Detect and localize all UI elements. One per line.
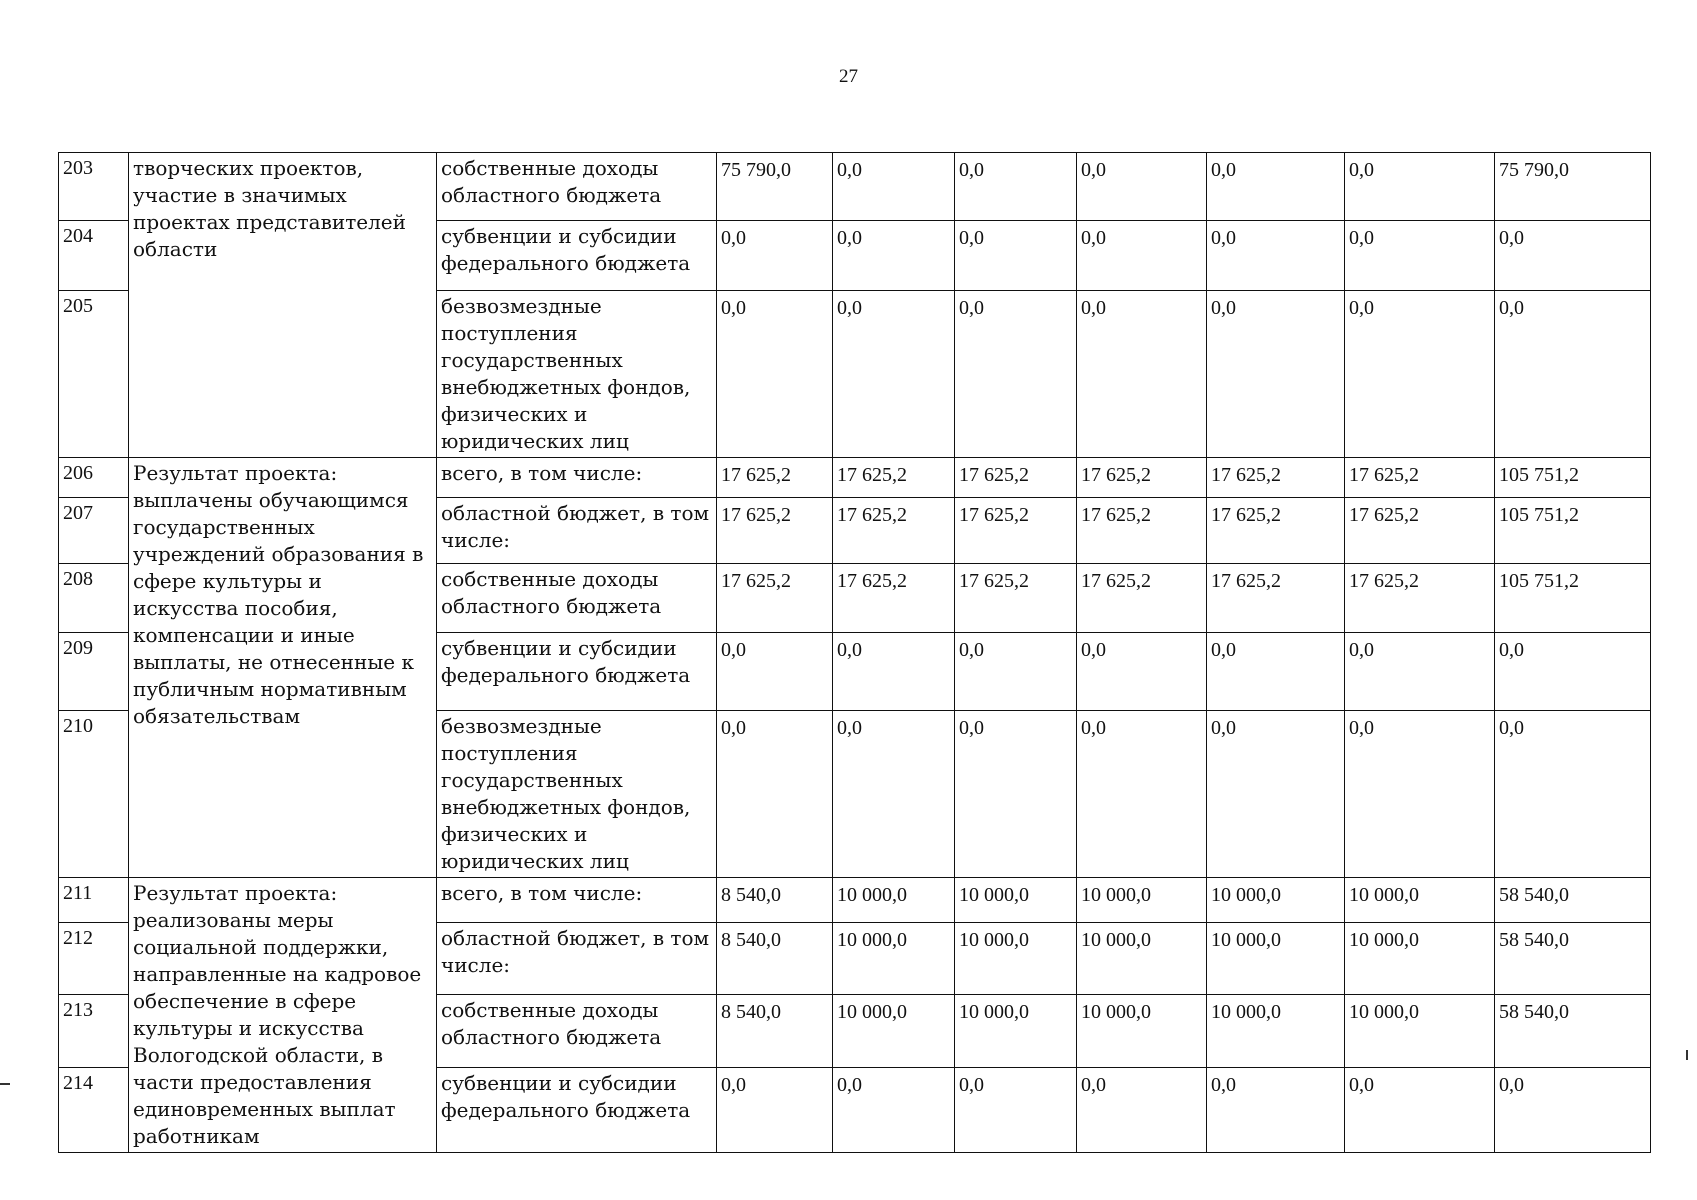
total-value: 105 751,2 <box>1495 564 1651 633</box>
year-value: 17 625,2 <box>717 498 833 564</box>
year-value: 0,0 <box>955 291 1077 458</box>
page-number: 27 <box>839 66 858 87</box>
year-value: 17 625,2 <box>955 458 1077 498</box>
table-row <box>59 153 1651 221</box>
table-body <box>59 153 1651 1153</box>
year-value: 0,0 <box>1077 221 1207 291</box>
year-value: 10 000,0 <box>1077 878 1207 923</box>
row-number: 213 <box>59 995 129 1067</box>
funding-source: субвенции и субсидии федерального бюджета <box>437 221 717 291</box>
stray-mark-left <box>0 1083 10 1085</box>
year-value: 10 000,0 <box>1345 878 1495 923</box>
year-value: 0,0 <box>1077 711 1207 878</box>
row-number: 209 <box>59 633 129 711</box>
year-value: 0,0 <box>833 711 955 878</box>
row-number: 210 <box>59 711 129 878</box>
year-value: 0,0 <box>833 1067 955 1152</box>
year-value: 0,0 <box>1207 1067 1345 1152</box>
year-value: 0,0 <box>833 291 955 458</box>
result-description: творческих проектов, участие в значимых проектах представителей области <box>129 153 437 458</box>
year-value: 10 000,0 <box>1207 922 1345 994</box>
row-number: 212 <box>59 922 129 994</box>
year-value: 0,0 <box>833 221 955 291</box>
year-value: 0,0 <box>1077 633 1207 711</box>
year-value: 0,0 <box>1345 1067 1495 1152</box>
year-value: 0,0 <box>833 153 955 221</box>
total-value: 58 540,0 <box>1495 878 1651 923</box>
funding-source: всего, в том числе: <box>437 878 717 923</box>
year-value: 0,0 <box>955 633 1077 711</box>
funding-source: всего, в том числе: <box>437 458 717 498</box>
year-value: 0,0 <box>717 291 833 458</box>
year-value: 17 625,2 <box>1077 498 1207 564</box>
year-value: 0,0 <box>1207 633 1345 711</box>
year-value: 10 000,0 <box>833 878 955 923</box>
total-value: 58 540,0 <box>1495 995 1651 1067</box>
year-value: 8 540,0 <box>717 922 833 994</box>
year-value: 8 540,0 <box>717 878 833 923</box>
year-value: 0,0 <box>1345 291 1495 458</box>
year-value: 17 625,2 <box>955 564 1077 633</box>
budget-table <box>58 152 1651 1153</box>
year-value: 0,0 <box>717 711 833 878</box>
year-value: 10 000,0 <box>1345 922 1495 994</box>
year-value: 10 000,0 <box>1207 878 1345 923</box>
year-value: 17 625,2 <box>955 498 1077 564</box>
funding-source: собственные доходы областного бюджета <box>437 153 717 221</box>
year-value: 17 625,2 <box>1077 564 1207 633</box>
year-value: 0,0 <box>1077 291 1207 458</box>
year-value: 10 000,0 <box>833 922 955 994</box>
year-value: 0,0 <box>955 153 1077 221</box>
year-value: 0,0 <box>1207 291 1345 458</box>
year-value: 10 000,0 <box>955 878 1077 923</box>
year-value: 17 625,2 <box>1345 498 1495 564</box>
year-value: 0,0 <box>717 633 833 711</box>
row-number: 204 <box>59 221 129 291</box>
year-value: 17 625,2 <box>717 564 833 633</box>
year-value: 0,0 <box>1077 153 1207 221</box>
year-value: 17 625,2 <box>833 458 955 498</box>
total-value: 0,0 <box>1495 221 1651 291</box>
funding-source: безвозмездные поступления государственных внебюджетных фондов, физических и юридических лиц <box>437 711 717 878</box>
year-value: 10 000,0 <box>1345 995 1495 1067</box>
year-value: 17 625,2 <box>833 564 955 633</box>
year-value: 0,0 <box>1345 711 1495 878</box>
funding-source: областной бюджет, в том числе: <box>437 922 717 994</box>
row-number: 205 <box>59 291 129 458</box>
year-value: 0,0 <box>955 221 1077 291</box>
year-value: 17 625,2 <box>1207 458 1345 498</box>
year-value: 0,0 <box>1345 153 1495 221</box>
stray-mark-right <box>1686 1050 1688 1060</box>
table-row <box>59 878 1651 923</box>
total-value: 105 751,2 <box>1495 498 1651 564</box>
year-value: 0,0 <box>1207 221 1345 291</box>
year-value: 10 000,0 <box>1077 995 1207 1067</box>
funding-source: безвозмездные поступления государственных внебюджетных фондов, физических и юридических лиц <box>437 291 717 458</box>
year-value: 0,0 <box>955 711 1077 878</box>
funding-source: собственные доходы областного бюджета <box>437 564 717 633</box>
row-number: 206 <box>59 458 129 498</box>
year-value: 17 625,2 <box>833 498 955 564</box>
year-value: 0,0 <box>955 1067 1077 1152</box>
year-value: 0,0 <box>1345 221 1495 291</box>
funding-source: субвенции и субсидии федерального бюджета <box>437 1067 717 1152</box>
year-value: 17 625,2 <box>717 458 833 498</box>
funding-source: субвенции и субсидии федерального бюджета <box>437 633 717 711</box>
year-value: 10 000,0 <box>1207 995 1345 1067</box>
year-value: 10 000,0 <box>1077 922 1207 994</box>
result-description: Результат проекта: реализованы меры социальной поддержки, направленные на кадровое обеспечение в сфере культуры и искусства Вологодской области, в части предоставления единовременных выплат работникам <box>129 878 437 1153</box>
row-number: 208 <box>59 564 129 633</box>
row-number: 211 <box>59 878 129 923</box>
table-row <box>59 458 1651 498</box>
total-value: 75 790,0 <box>1495 153 1651 221</box>
result-description: Результат проекта: выплачены обучающимся государственных учреждений образования в сфере культуры и искусства пособия, компенсации и иные выплаты, не отнесенные к публичным нормативным обязательствам <box>129 458 437 878</box>
row-number: 214 <box>59 1067 129 1152</box>
year-value: 0,0 <box>717 221 833 291</box>
total-value: 0,0 <box>1495 1067 1651 1152</box>
year-value: 10 000,0 <box>833 995 955 1067</box>
year-value: 17 625,2 <box>1207 498 1345 564</box>
total-value: 0,0 <box>1495 291 1651 458</box>
year-value: 0,0 <box>1207 153 1345 221</box>
total-value: 105 751,2 <box>1495 458 1651 498</box>
row-number: 203 <box>59 153 129 221</box>
funding-source: собственные доходы областного бюджета <box>437 995 717 1067</box>
row-number: 207 <box>59 498 129 564</box>
year-value: 17 625,2 <box>1077 458 1207 498</box>
total-value: 0,0 <box>1495 633 1651 711</box>
total-value: 58 540,0 <box>1495 922 1651 994</box>
year-value: 0,0 <box>1345 633 1495 711</box>
total-value: 0,0 <box>1495 711 1651 878</box>
year-value: 0,0 <box>1077 1067 1207 1152</box>
year-value: 17 625,2 <box>1207 564 1345 633</box>
year-value: 75 790,0 <box>717 153 833 221</box>
year-value: 17 625,2 <box>1345 564 1495 633</box>
year-value: 10 000,0 <box>955 922 1077 994</box>
year-value: 0,0 <box>717 1067 833 1152</box>
year-value: 8 540,0 <box>717 995 833 1067</box>
funding-source: областной бюджет, в том числе: <box>437 498 717 564</box>
year-value: 0,0 <box>833 633 955 711</box>
year-value: 10 000,0 <box>955 995 1077 1067</box>
year-value: 0,0 <box>1207 711 1345 878</box>
year-value: 17 625,2 <box>1345 458 1495 498</box>
